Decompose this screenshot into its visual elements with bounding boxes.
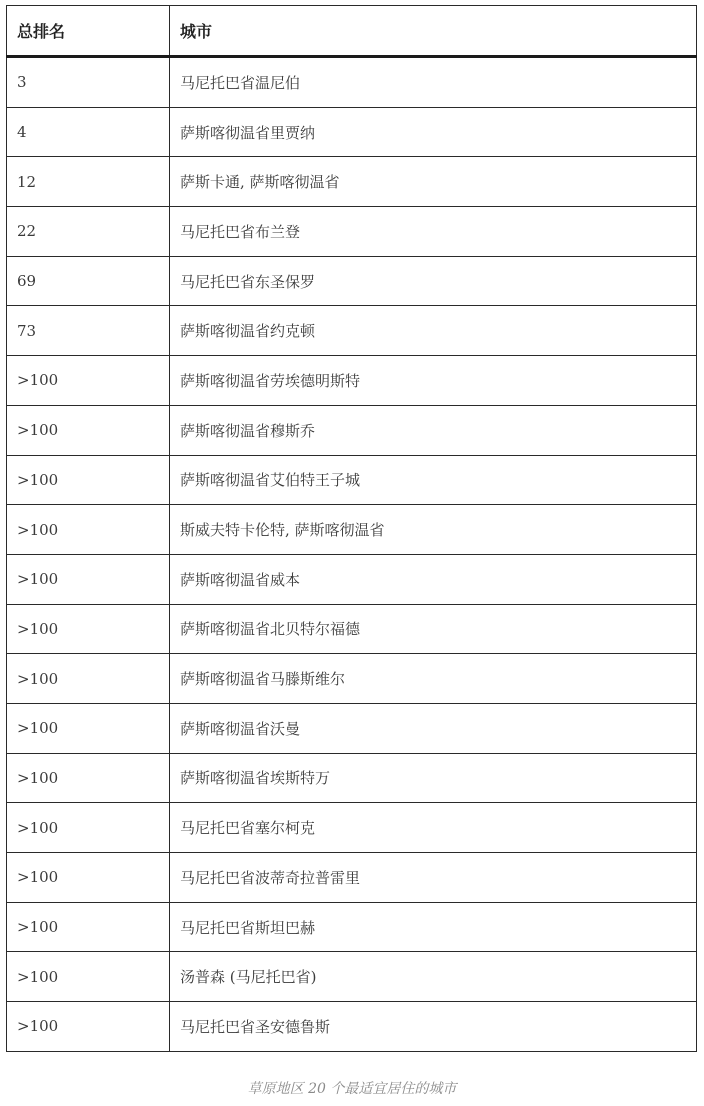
city-cell: 马尼托巴省塞尔柯克 [170,803,697,853]
table-row [7,554,697,604]
header-row [7,6,697,57]
city-cell: 萨斯喀彻温省北贝特尔福德 [170,604,697,654]
table-row [7,753,697,803]
header-city: 城市 [170,6,697,57]
city-cell: 马尼托巴省圣安德鲁斯 [170,1002,697,1052]
rank-cell: >100 [7,554,170,604]
table-row [7,654,697,704]
rank-cell: >100 [7,505,170,555]
rank-cell: >100 [7,703,170,753]
table-row [7,57,697,108]
rank-cell: >100 [7,356,170,406]
table-row [7,306,697,356]
city-cell: 马尼托巴省东圣保罗 [170,256,697,306]
rank-cell: >100 [7,853,170,903]
table-row [7,207,697,257]
rank-cell: >100 [7,1002,170,1052]
table-row [7,356,697,406]
city-cell: 萨斯喀彻温省里贾纳 [170,107,697,157]
table-row [7,803,697,853]
table-row [7,107,697,157]
city-cell: 萨斯喀彻温省约克顿 [170,306,697,356]
city-cell: 马尼托巴省温尼伯 [170,57,697,108]
table-body [7,57,697,1052]
rank-cell: >100 [7,405,170,455]
city-cell: 马尼托巴省斯坦巴赫 [170,902,697,952]
table-row [7,455,697,505]
table-caption: 草原地区 20 个最适宜居住的城市 [247,1081,457,1097]
header-rank: 总排名 [7,6,170,57]
rank-cell: >100 [7,803,170,853]
table-row [7,1002,697,1052]
rank-cell: 4 [7,107,170,157]
rank-cell: 73 [7,306,170,356]
table-row [7,157,697,207]
table-header [7,6,697,57]
city-cell: 萨斯喀彻温省马滕斯维尔 [170,654,697,704]
table-row [7,952,697,1002]
rank-cell: 69 [7,256,170,306]
city-cell: 萨斯喀彻温省艾伯特王子城 [170,455,697,505]
city-cell: 萨斯喀彻温省威本 [170,554,697,604]
table-row [7,902,697,952]
rank-cell: >100 [7,455,170,505]
city-cell: 斯威夫特卡伦特, 萨斯喀彻温省 [170,505,697,555]
table-row [7,853,697,903]
rank-cell: >100 [7,952,170,1002]
city-cell: 萨斯喀彻温省劳埃德明斯特 [170,356,697,406]
city-cell: 萨斯卡通, 萨斯喀彻温省 [170,157,697,207]
city-cell: 汤普森 (马尼托巴省) [170,952,697,1002]
table-row [7,604,697,654]
table-row [7,703,697,753]
rank-cell: 12 [7,157,170,207]
ranking-table [6,5,697,1052]
table-row [7,256,697,306]
table-row [7,505,697,555]
city-cell: 萨斯喀彻温省埃斯特万 [170,753,697,803]
city-cell: 马尼托巴省波蒂奇拉普雷里 [170,853,697,903]
rank-cell: 3 [7,57,170,108]
rank-cell: >100 [7,604,170,654]
rank-cell: 22 [7,207,170,257]
city-cell: 萨斯喀彻温省穆斯乔 [170,405,697,455]
city-cell: 萨斯喀彻温省沃曼 [170,703,697,753]
rank-cell: >100 [7,654,170,704]
city-cell: 马尼托巴省布兰登 [170,207,697,257]
rank-cell: >100 [7,753,170,803]
rank-cell: >100 [7,902,170,952]
table-row [7,405,697,455]
